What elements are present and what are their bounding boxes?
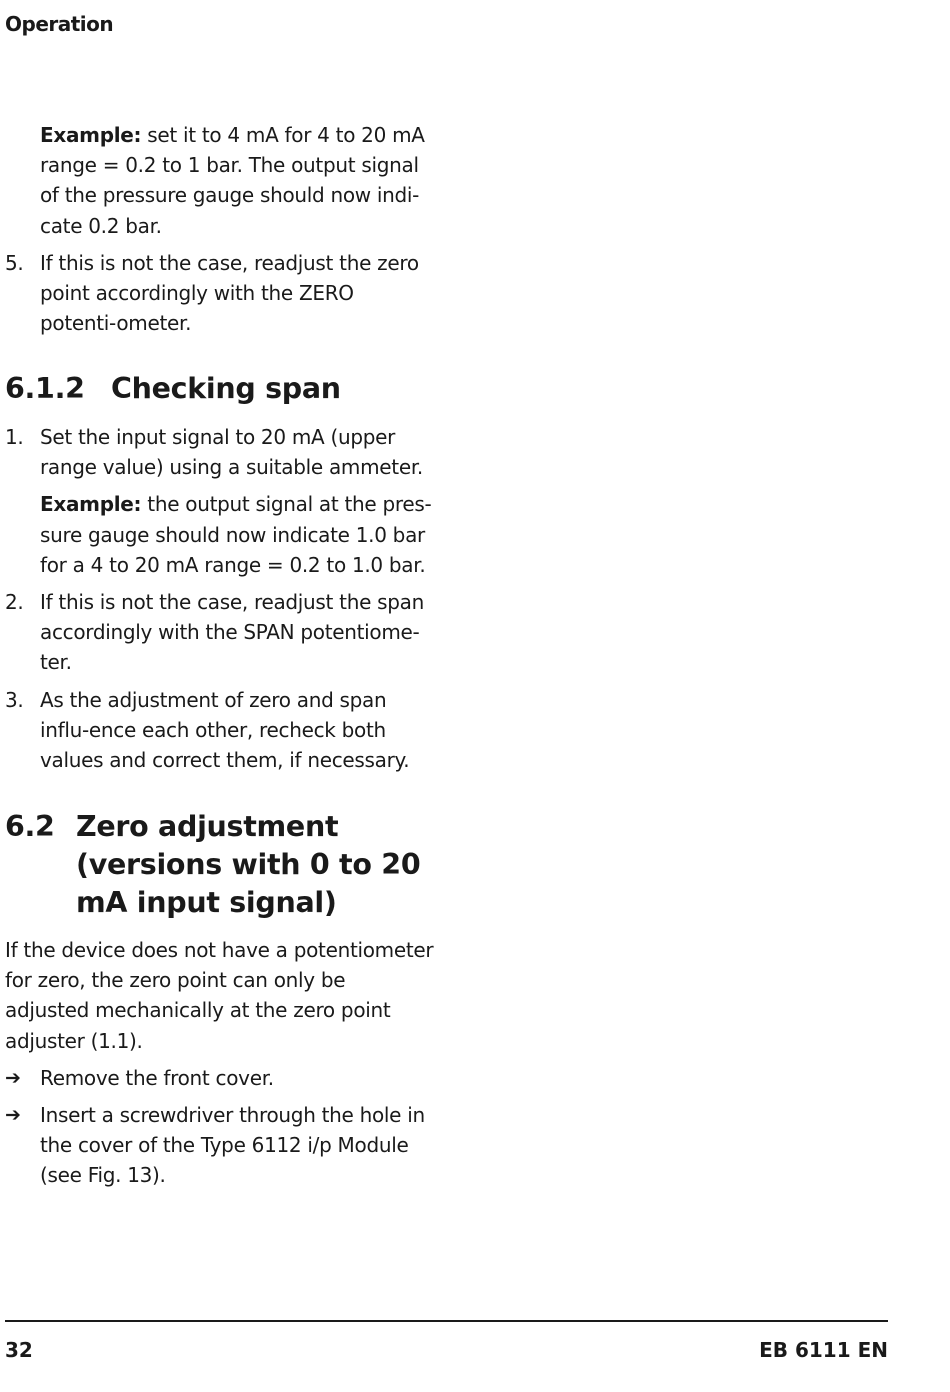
section-title: Checking span [111, 372, 341, 405]
list-text: If this is not the case, readjust the span accordingly with the SPAN potentiome-ter. [40, 590, 424, 675]
list-item [5, 248, 435, 339]
list-item [5, 422, 435, 482]
example-paragraph [5, 120, 435, 241]
intro-paragraph: If the device does not have a potentiometer for zero, the zero point can only be adjusted mechanically at the zero point adjuster (1.1). [5, 938, 434, 1053]
section-number: 6.1.2 [5, 372, 85, 405]
zero-adjustment-body [5, 935, 435, 1191]
document-id: EB 6111 EN [759, 1338, 888, 1362]
list-text: If this is not the case, readjust the zero point accordingly with the ZERO potenti-ometer. [40, 250, 419, 336]
section-heading [5, 808, 445, 922]
list-text: Set the input signal to 20 mA (upper range value) using a suitable ammeter. [40, 425, 423, 480]
checking-span-steps [5, 422, 435, 775]
example-text: set it to 4 mA for 4 to 20 mA range = 0.2 to 1 bar. The output signal of the pressure gauge should now indi-cate 0.2 bar. [40, 123, 425, 238]
list-item [5, 587, 435, 678]
action-item [5, 1100, 435, 1191]
action-text: Remove the front cover. [40, 1065, 274, 1090]
page-number: 32 [5, 1338, 33, 1362]
arrow-right-icon: ➔ [5, 1104, 21, 1127]
section-heading [5, 370, 435, 408]
example-text: the output signal at the pres-sure gauge should now indicate 1.0 bar for a 4 to 20 mA range = 0.2 to 1.0 bar. [40, 492, 432, 577]
action-text: Insert a screwdriver through the hole in the cover of the Type 6112 i/p Module (see Fig. 13). [40, 1103, 425, 1188]
example-label: Example: [40, 123, 142, 147]
example-block-zero [5, 120, 435, 338]
list-number: 1. [5, 425, 24, 449]
footer-divider [5, 1320, 888, 1322]
list-item [5, 685, 435, 776]
section-title: Zero adjustment (versions with 0 to 20 mA input signal) [76, 810, 421, 919]
list-text: As the adjustment of zero and span influ-ence each other, recheck both values and correct them, if necessary. [40, 687, 410, 773]
section-number: 6.2 [5, 810, 55, 843]
section-checking-span [5, 370, 435, 408]
arrow-right-icon: ➔ [5, 1066, 21, 1089]
list-number: 5. [5, 250, 24, 275]
section-zero-adjustment [5, 808, 445, 922]
running-header: Operation [5, 12, 114, 36]
list-number: 3. [5, 687, 24, 712]
list-number: 2. [5, 590, 24, 615]
action-item [5, 1063, 435, 1093]
example-paragraph [5, 489, 435, 580]
example-label: Example: [40, 492, 142, 517]
